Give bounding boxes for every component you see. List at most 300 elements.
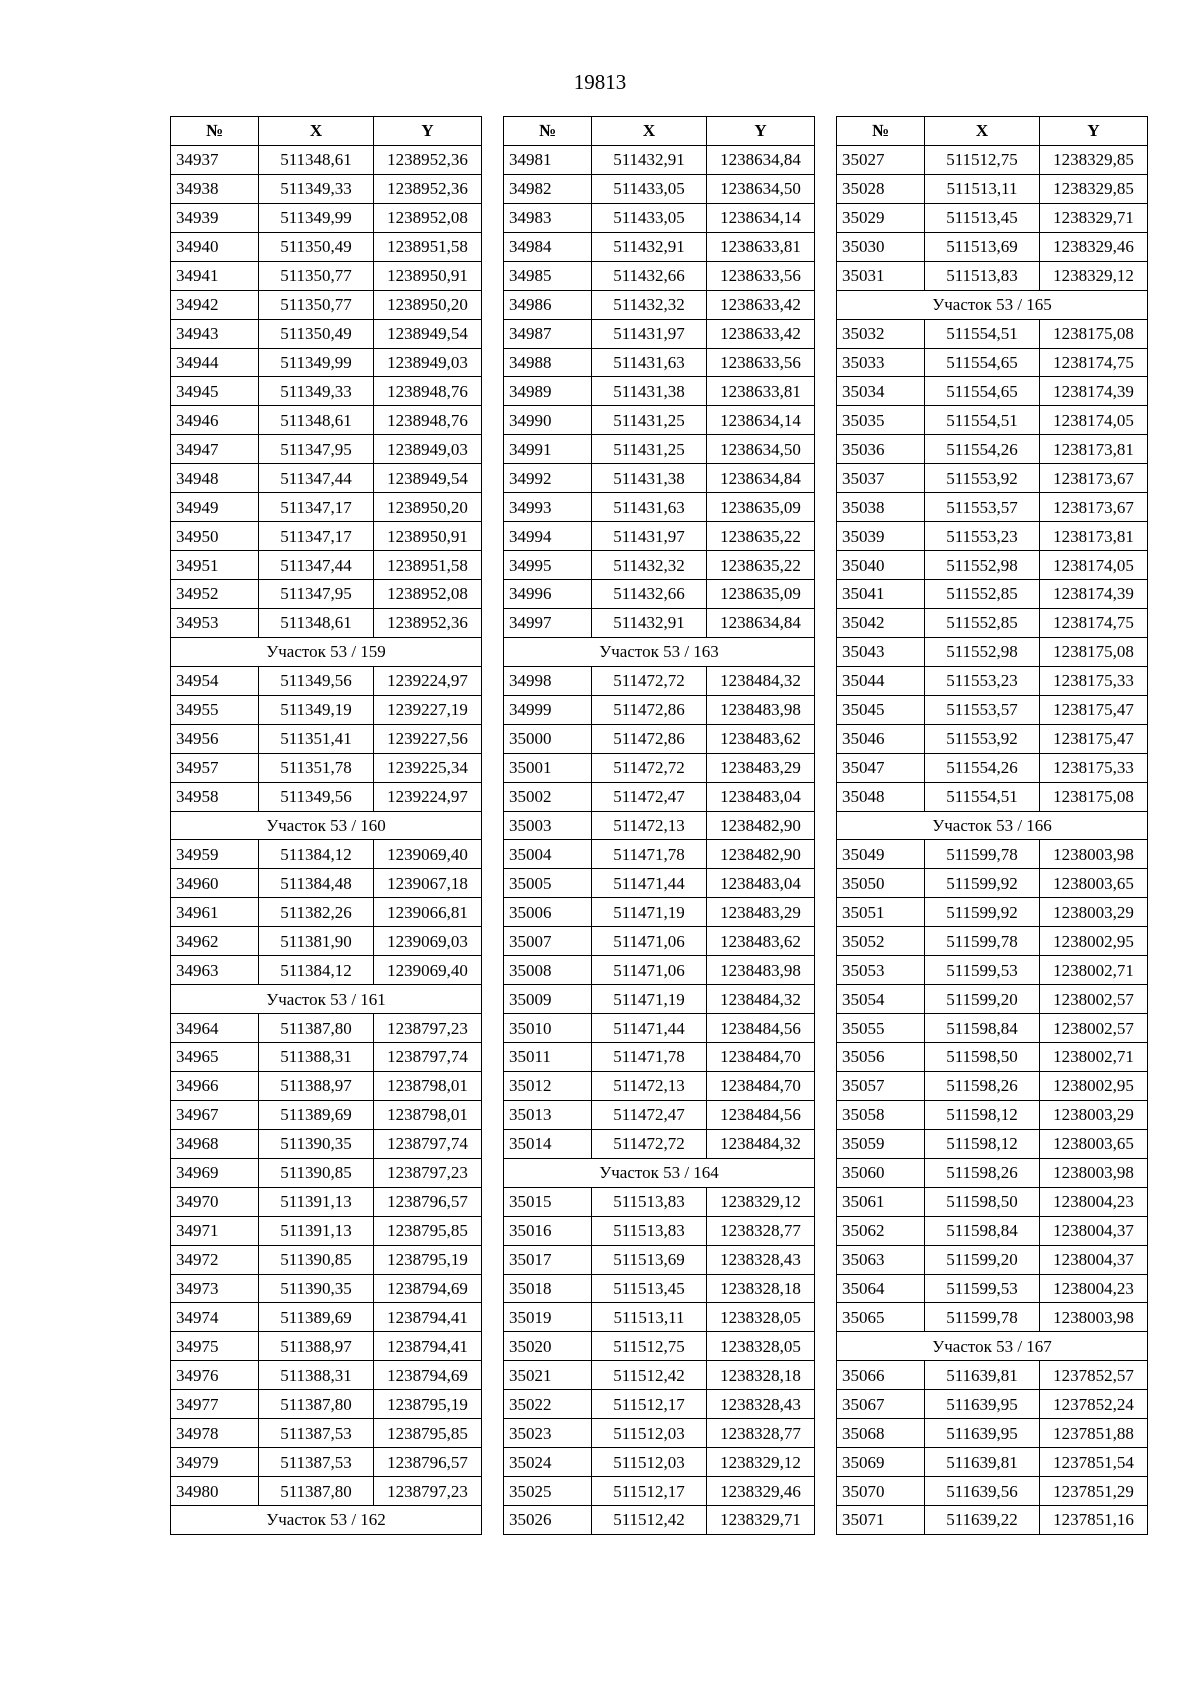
table-row (504, 1187, 815, 1216)
section-row (171, 985, 482, 1014)
y-coordinate: 1238484,32 (707, 985, 815, 1014)
header-y: Y (374, 117, 482, 146)
y-coordinate: 1238003,29 (1040, 898, 1148, 927)
point-number: 35004 (504, 840, 592, 869)
point-number: 35034 (837, 377, 925, 406)
header-x: X (259, 117, 374, 146)
y-coordinate: 1238328,43 (707, 1245, 815, 1274)
y-coordinate: 1238175,08 (1040, 782, 1148, 811)
table-row (837, 1448, 1148, 1477)
point-number: 34938 (171, 174, 259, 203)
x-coordinate: 511433,05 (592, 174, 707, 203)
table-row (171, 348, 482, 377)
y-coordinate: 1238328,18 (707, 1274, 815, 1303)
y-coordinate: 1238004,37 (1040, 1216, 1148, 1245)
x-coordinate: 511348,61 (259, 406, 374, 435)
page-number: 19813 (573, 70, 627, 94)
x-coordinate: 511350,49 (259, 232, 374, 261)
y-coordinate: 1238794,41 (374, 1303, 482, 1332)
table-row (837, 956, 1148, 985)
table-row (171, 1332, 482, 1361)
x-coordinate: 511639,81 (925, 1448, 1040, 1477)
x-coordinate: 511598,50 (925, 1043, 1040, 1072)
point-number: 34988 (504, 348, 592, 377)
table-row (837, 551, 1148, 580)
point-number: 34985 (504, 261, 592, 290)
table-row (837, 782, 1148, 811)
x-coordinate: 511471,19 (592, 898, 707, 927)
y-coordinate: 1237852,57 (1040, 1361, 1148, 1390)
point-number: 34992 (504, 464, 592, 493)
x-coordinate: 511513,83 (592, 1187, 707, 1216)
point-number: 34979 (171, 1448, 259, 1477)
section-title: Участок 53 / 167 (837, 1332, 1148, 1361)
y-coordinate: 1239069,40 (374, 956, 482, 985)
point-number: 35070 (837, 1477, 925, 1506)
x-coordinate: 511598,12 (925, 1100, 1040, 1129)
x-coordinate: 511512,42 (592, 1506, 707, 1535)
table-row (504, 1071, 815, 1100)
y-coordinate: 1237851,16 (1040, 1506, 1148, 1535)
x-coordinate: 511347,44 (259, 464, 374, 493)
x-coordinate: 511513,45 (925, 203, 1040, 232)
x-coordinate: 511554,65 (925, 348, 1040, 377)
table-row (837, 1014, 1148, 1043)
section-title: Участок 53 / 164 (504, 1158, 815, 1187)
x-coordinate: 511349,33 (259, 174, 374, 203)
y-coordinate: 1238329,85 (1040, 174, 1148, 203)
table-row (171, 551, 482, 580)
y-coordinate: 1238174,05 (1040, 406, 1148, 435)
section-title: Участок 53 / 160 (171, 811, 482, 840)
table-row (504, 666, 815, 695)
table-row (837, 435, 1148, 464)
point-number: 35063 (837, 1245, 925, 1274)
table-row (837, 608, 1148, 637)
point-number: 35001 (504, 753, 592, 782)
x-coordinate: 511599,92 (925, 869, 1040, 898)
point-number: 35047 (837, 753, 925, 782)
x-coordinate: 511347,17 (259, 522, 374, 551)
y-coordinate: 1238173,81 (1040, 522, 1148, 551)
y-coordinate: 1238952,08 (374, 203, 482, 232)
y-coordinate: 1238174,75 (1040, 348, 1148, 377)
y-coordinate: 1238633,56 (707, 348, 815, 377)
x-coordinate: 511512,75 (592, 1332, 707, 1361)
point-number: 35003 (504, 811, 592, 840)
point-number: 34997 (504, 608, 592, 637)
y-coordinate: 1239224,97 (374, 782, 482, 811)
x-coordinate: 511554,51 (925, 406, 1040, 435)
table-row (171, 724, 482, 753)
y-coordinate: 1238949,03 (374, 435, 482, 464)
y-coordinate: 1238952,36 (374, 174, 482, 203)
table-row (504, 580, 815, 609)
y-coordinate: 1238797,74 (374, 1129, 482, 1158)
point-number: 34952 (171, 580, 259, 609)
y-coordinate: 1238483,29 (707, 753, 815, 782)
point-number: 34946 (171, 406, 259, 435)
y-coordinate: 1238795,85 (374, 1216, 482, 1245)
point-number: 34974 (171, 1303, 259, 1332)
x-coordinate: 511382,26 (259, 898, 374, 927)
point-number: 35049 (837, 840, 925, 869)
y-coordinate: 1238633,81 (707, 377, 815, 406)
table-row (171, 840, 482, 869)
point-number: 34966 (171, 1071, 259, 1100)
x-coordinate: 511432,91 (592, 232, 707, 261)
table-row (837, 1129, 1148, 1158)
table-row (171, 753, 482, 782)
table-row (171, 232, 482, 261)
point-number: 35002 (504, 782, 592, 811)
table-row (837, 985, 1148, 1014)
table-row (504, 869, 815, 898)
x-coordinate: 511384,12 (259, 840, 374, 869)
table-row (837, 898, 1148, 927)
y-coordinate: 1238329,12 (707, 1448, 815, 1477)
table-row (504, 145, 815, 174)
y-coordinate: 1238483,98 (707, 956, 815, 985)
point-number: 35068 (837, 1419, 925, 1448)
table-row (837, 1071, 1148, 1100)
x-coordinate: 511553,57 (925, 493, 1040, 522)
y-coordinate: 1238003,65 (1040, 1129, 1148, 1158)
table-row (504, 956, 815, 985)
table-row (504, 985, 815, 1014)
x-coordinate: 511553,92 (925, 464, 1040, 493)
x-coordinate: 511431,97 (592, 319, 707, 348)
y-coordinate: 1238329,46 (707, 1477, 815, 1506)
point-number: 34939 (171, 203, 259, 232)
point-number: 34967 (171, 1100, 259, 1129)
x-coordinate: 511432,32 (592, 551, 707, 580)
y-coordinate: 1238173,67 (1040, 464, 1148, 493)
point-number: 34971 (171, 1216, 259, 1245)
x-coordinate: 511639,95 (925, 1419, 1040, 1448)
section-title: Участок 53 / 163 (504, 637, 815, 666)
point-number: 35037 (837, 464, 925, 493)
x-coordinate: 511431,63 (592, 348, 707, 377)
point-number: 34987 (504, 319, 592, 348)
point-number: 34991 (504, 435, 592, 464)
table-row (504, 319, 815, 348)
x-coordinate: 511471,06 (592, 927, 707, 956)
table-row (171, 1477, 482, 1506)
y-coordinate: 1238795,19 (374, 1245, 482, 1274)
table-row (504, 203, 815, 232)
x-coordinate: 511431,63 (592, 493, 707, 522)
table-row (171, 869, 482, 898)
y-coordinate: 1238634,14 (707, 203, 815, 232)
table-row (171, 522, 482, 551)
y-coordinate: 1238796,57 (374, 1448, 482, 1477)
point-number: 35027 (837, 145, 925, 174)
table-row (504, 1043, 815, 1072)
table-row (837, 1303, 1148, 1332)
point-number: 35043 (837, 637, 925, 666)
point-number: 34968 (171, 1129, 259, 1158)
point-number: 35057 (837, 1071, 925, 1100)
y-coordinate: 1238483,29 (707, 898, 815, 927)
point-number: 34994 (504, 522, 592, 551)
y-coordinate: 1238482,90 (707, 840, 815, 869)
x-coordinate: 511384,12 (259, 956, 374, 985)
x-coordinate: 511388,31 (259, 1361, 374, 1390)
table-row (504, 1274, 815, 1303)
x-coordinate: 511472,13 (592, 811, 707, 840)
point-number: 34977 (171, 1390, 259, 1419)
header-x: X (592, 117, 707, 146)
point-number: 34970 (171, 1187, 259, 1216)
x-coordinate: 511390,85 (259, 1158, 374, 1187)
y-coordinate: 1238329,85 (1040, 145, 1148, 174)
x-coordinate: 511349,56 (259, 666, 374, 695)
table-row (504, 435, 815, 464)
y-coordinate: 1238948,76 (374, 377, 482, 406)
x-coordinate: 511387,80 (259, 1477, 374, 1506)
table-row (504, 608, 815, 637)
x-coordinate: 511431,25 (592, 435, 707, 464)
header-number: № (504, 117, 592, 146)
x-coordinate: 511598,84 (925, 1216, 1040, 1245)
x-coordinate: 511553,92 (925, 724, 1040, 753)
x-coordinate: 511348,61 (259, 145, 374, 174)
y-coordinate: 1238635,22 (707, 522, 815, 551)
table-row (837, 493, 1148, 522)
point-number: 35016 (504, 1216, 592, 1245)
point-number: 35045 (837, 695, 925, 724)
table-header-row (504, 117, 815, 146)
x-coordinate: 511471,78 (592, 840, 707, 869)
table-row (504, 1448, 815, 1477)
point-number: 34962 (171, 927, 259, 956)
x-coordinate: 511432,66 (592, 261, 707, 290)
table-row (504, 1477, 815, 1506)
point-number: 35026 (504, 1506, 592, 1535)
x-coordinate: 511513,83 (925, 261, 1040, 290)
point-number: 34961 (171, 898, 259, 927)
point-number: 35069 (837, 1448, 925, 1477)
table-row (837, 1477, 1148, 1506)
y-coordinate: 1238174,05 (1040, 551, 1148, 580)
table-row (171, 145, 482, 174)
x-coordinate: 511599,78 (925, 927, 1040, 956)
x-coordinate: 511431,97 (592, 522, 707, 551)
y-coordinate: 1238004,23 (1040, 1187, 1148, 1216)
header-y: Y (1040, 117, 1148, 146)
y-coordinate: 1238175,47 (1040, 724, 1148, 753)
y-coordinate: 1238003,98 (1040, 1303, 1148, 1332)
y-coordinate: 1238949,54 (374, 464, 482, 493)
x-coordinate: 511554,26 (925, 435, 1040, 464)
y-coordinate: 1238633,42 (707, 290, 815, 319)
table-row (504, 811, 815, 840)
y-coordinate: 1238174,75 (1040, 608, 1148, 637)
table-row (504, 377, 815, 406)
y-coordinate: 1238794,69 (374, 1274, 482, 1303)
x-coordinate: 511471,44 (592, 869, 707, 898)
point-number: 34960 (171, 869, 259, 898)
y-coordinate: 1238950,20 (374, 290, 482, 319)
x-coordinate: 511349,33 (259, 377, 374, 406)
point-number: 35025 (504, 1477, 592, 1506)
y-coordinate: 1238003,29 (1040, 1100, 1148, 1129)
x-coordinate: 511554,26 (925, 753, 1040, 782)
point-number: 35044 (837, 666, 925, 695)
table-row (171, 1448, 482, 1477)
point-number: 34955 (171, 695, 259, 724)
point-number: 35055 (837, 1014, 925, 1043)
table-row (837, 1245, 1148, 1274)
y-coordinate: 1238175,33 (1040, 753, 1148, 782)
table-row (837, 1506, 1148, 1535)
y-coordinate: 1238949,03 (374, 348, 482, 377)
y-coordinate: 1238174,39 (1040, 377, 1148, 406)
x-coordinate: 511388,97 (259, 1071, 374, 1100)
x-coordinate: 511387,80 (259, 1390, 374, 1419)
point-number: 34999 (504, 695, 592, 724)
point-number: 35018 (504, 1274, 592, 1303)
section-title: Участок 53 / 166 (837, 811, 1148, 840)
section-row (504, 637, 815, 666)
y-coordinate: 1238002,57 (1040, 1014, 1148, 1043)
point-number: 35066 (837, 1361, 925, 1390)
point-number: 35021 (504, 1361, 592, 1390)
table-row (171, 435, 482, 464)
x-coordinate: 511472,72 (592, 1129, 707, 1158)
x-coordinate: 511639,56 (925, 1477, 1040, 1506)
y-coordinate: 1238634,84 (707, 464, 815, 493)
y-coordinate: 1237852,24 (1040, 1390, 1148, 1419)
table-row (171, 1361, 482, 1390)
point-number: 34953 (171, 608, 259, 637)
table-row (171, 695, 482, 724)
point-number: 35071 (837, 1506, 925, 1535)
y-coordinate: 1238328,18 (707, 1361, 815, 1390)
point-number: 35010 (504, 1014, 592, 1043)
table-row (837, 319, 1148, 348)
x-coordinate: 511351,78 (259, 753, 374, 782)
x-coordinate: 511513,11 (925, 174, 1040, 203)
y-coordinate: 1239066,81 (374, 898, 482, 927)
section-title: Участок 53 / 165 (837, 290, 1148, 319)
point-number: 35042 (837, 608, 925, 637)
point-number: 34978 (171, 1419, 259, 1448)
point-number: 35019 (504, 1303, 592, 1332)
point-number: 35036 (837, 435, 925, 464)
table-row (837, 203, 1148, 232)
point-number: 34973 (171, 1274, 259, 1303)
table-row (171, 377, 482, 406)
x-coordinate: 511599,53 (925, 956, 1040, 985)
x-coordinate: 511598,26 (925, 1158, 1040, 1187)
y-coordinate: 1238795,85 (374, 1419, 482, 1448)
table-row (504, 1506, 815, 1535)
table-header-row (171, 117, 482, 146)
x-coordinate: 511513,11 (592, 1303, 707, 1332)
point-number: 34945 (171, 377, 259, 406)
y-coordinate: 1238633,42 (707, 319, 815, 348)
table-row (171, 666, 482, 695)
x-coordinate: 511553,23 (925, 522, 1040, 551)
x-coordinate: 511389,69 (259, 1303, 374, 1332)
point-number: 35054 (837, 985, 925, 1014)
table-header-row (837, 117, 1148, 146)
x-coordinate: 511599,20 (925, 985, 1040, 1014)
table-row (504, 782, 815, 811)
table-row (837, 840, 1148, 869)
table-row (504, 1129, 815, 1158)
section-row (837, 1332, 1148, 1361)
x-coordinate: 511639,22 (925, 1506, 1040, 1535)
x-coordinate: 511513,45 (592, 1274, 707, 1303)
header-x: X (925, 117, 1040, 146)
point-number: 34981 (504, 145, 592, 174)
x-coordinate: 511349,99 (259, 348, 374, 377)
table-row (504, 261, 815, 290)
x-coordinate: 511512,42 (592, 1361, 707, 1390)
point-number: 34989 (504, 377, 592, 406)
x-coordinate: 511472,13 (592, 1071, 707, 1100)
x-coordinate: 511381,90 (259, 927, 374, 956)
x-coordinate: 511512,17 (592, 1390, 707, 1419)
y-coordinate: 1239069,40 (374, 840, 482, 869)
y-coordinate: 1238174,39 (1040, 580, 1148, 609)
table-row (504, 1216, 815, 1245)
x-coordinate: 511431,38 (592, 464, 707, 493)
x-coordinate: 511598,12 (925, 1129, 1040, 1158)
x-coordinate: 511599,53 (925, 1274, 1040, 1303)
coordinate-table-1 (170, 116, 482, 1535)
header-y: Y (707, 117, 815, 146)
table-row (504, 927, 815, 956)
x-coordinate: 511513,69 (925, 232, 1040, 261)
point-number: 35020 (504, 1332, 592, 1361)
x-coordinate: 511554,51 (925, 319, 1040, 348)
y-coordinate: 1238950,91 (374, 261, 482, 290)
point-number: 35039 (837, 522, 925, 551)
x-coordinate: 511552,85 (925, 580, 1040, 609)
point-number: 34951 (171, 551, 259, 580)
y-coordinate: 1238175,08 (1040, 319, 1148, 348)
y-coordinate: 1238482,90 (707, 811, 815, 840)
y-coordinate: 1239224,97 (374, 666, 482, 695)
y-coordinate: 1238635,22 (707, 551, 815, 580)
x-coordinate: 511387,53 (259, 1419, 374, 1448)
y-coordinate: 1238004,23 (1040, 1274, 1148, 1303)
y-coordinate: 1238173,81 (1040, 435, 1148, 464)
y-coordinate: 1238633,81 (707, 232, 815, 261)
point-number: 35052 (837, 927, 925, 956)
point-number: 35029 (837, 203, 925, 232)
point-number: 34942 (171, 290, 259, 319)
section-row (504, 1158, 815, 1187)
x-coordinate: 511348,61 (259, 608, 374, 637)
y-coordinate: 1238633,56 (707, 261, 815, 290)
x-coordinate: 511472,47 (592, 782, 707, 811)
table-row (171, 1419, 482, 1448)
section-row (171, 1506, 482, 1535)
y-coordinate: 1239069,03 (374, 927, 482, 956)
y-coordinate: 1238948,76 (374, 406, 482, 435)
y-coordinate: 1237851,54 (1040, 1448, 1148, 1477)
x-coordinate: 511598,50 (925, 1187, 1040, 1216)
point-number: 34964 (171, 1014, 259, 1043)
x-coordinate: 511433,05 (592, 203, 707, 232)
y-coordinate: 1238484,32 (707, 666, 815, 695)
table-row (171, 1100, 482, 1129)
